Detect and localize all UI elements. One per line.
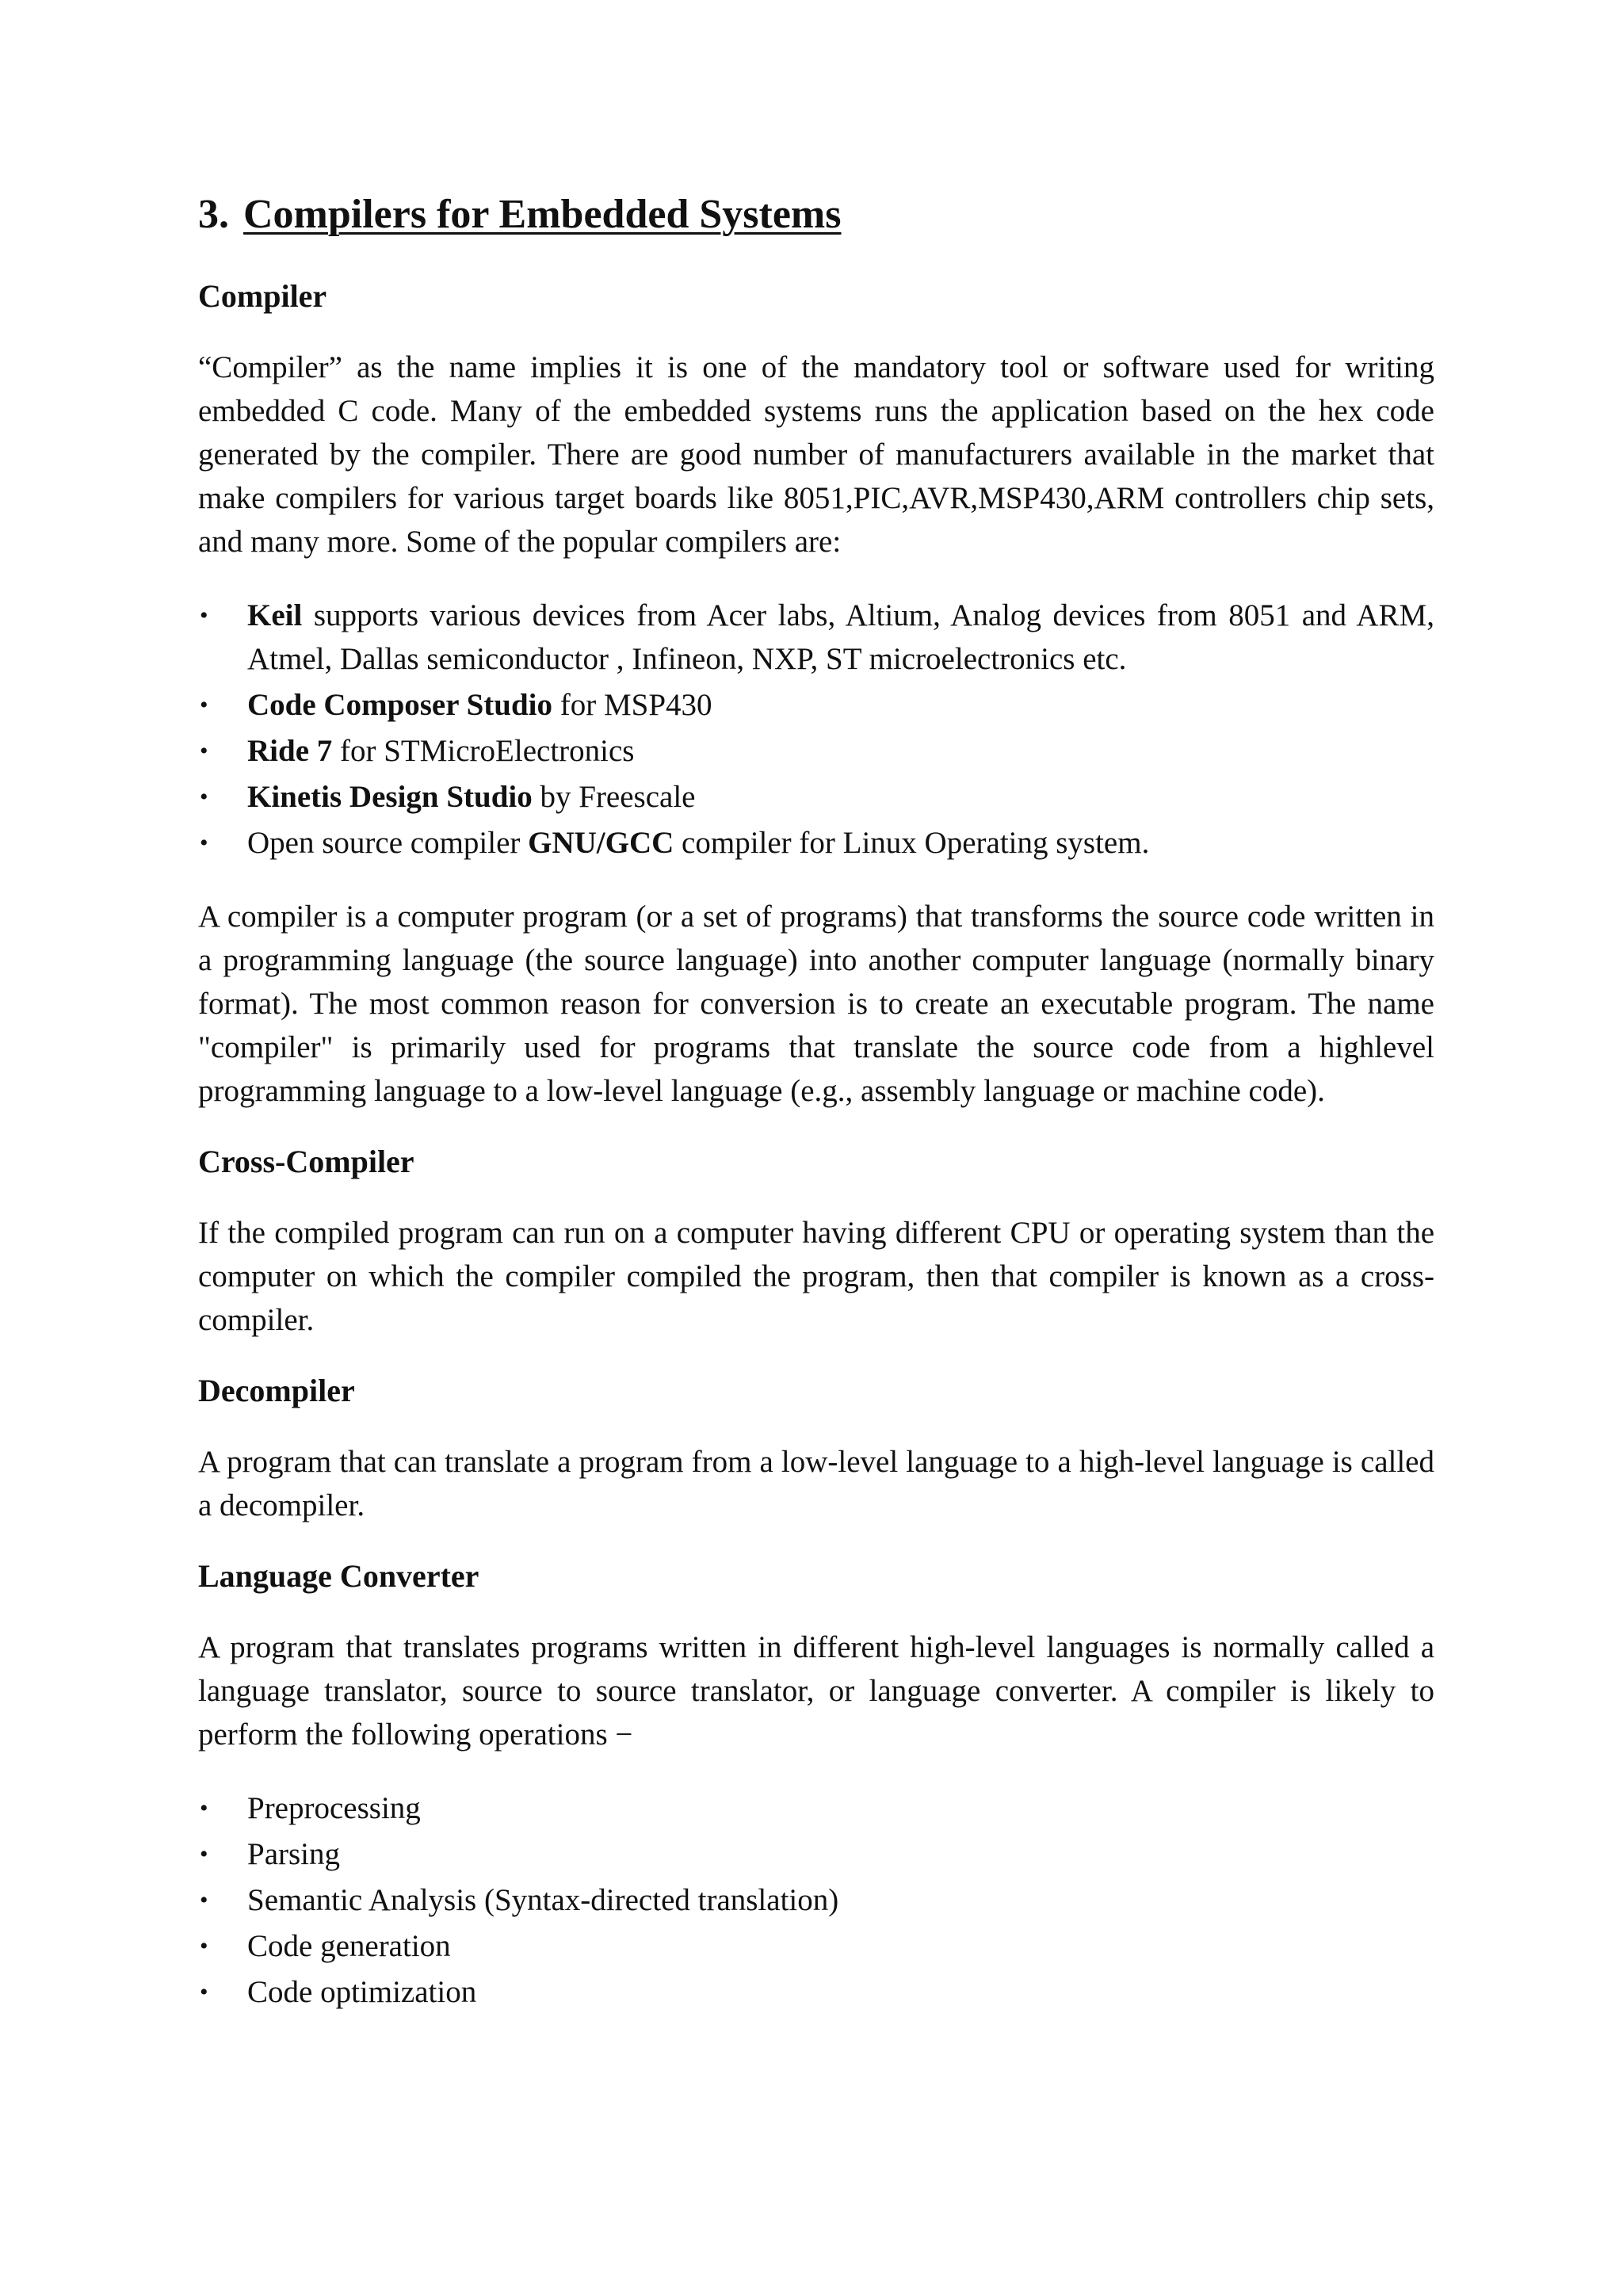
list-item-bold: Keil (247, 598, 303, 633)
list-item-bold: Ride 7 (247, 734, 333, 769)
bullet-icon: • (200, 692, 208, 719)
language-converter-paragraph: A program that translates programs written in different high-level languages is normally called a language translator, source to source translator, or language converter. A compiler is likely to perform the following operations − (198, 1630, 1434, 1752)
list-item-text: compiler for Linux Operating system. (674, 826, 1150, 861)
cross-compiler-heading: Cross-Compiler (198, 1144, 414, 1180)
list-item-text: supports various devices from Acer labs, Altium, Analog devices from 8051 and ARM, Atmel, Dallas semiconductor , Infineon, NXP, ST microelectronics etc. (247, 598, 1434, 677)
section-title: Compilers for Embedded Systems (243, 192, 842, 237)
list-item-text: for STMicroElectronics (332, 734, 635, 769)
list-item-text: for MSP430 (552, 688, 712, 723)
bullet-icon: • (200, 738, 208, 765)
bullet-icon: • (200, 830, 208, 857)
document-page (198, 190, 1434, 2044)
decompiler-heading: Decompiler (198, 1373, 355, 1409)
list-item (198, 1832, 1434, 1876)
bullet-icon: • (200, 602, 208, 629)
list-item-prefix: Open source compiler (247, 826, 529, 861)
list-item (198, 594, 1434, 681)
cross-compiler-paragraph: If the compiled program can run on a computer having different CPU or operating system than the computer on which the compiler compiled the program, then that compiler is known as a cross-compiler. (198, 1216, 1434, 1338)
list-item-text: Preprocessing (247, 1791, 421, 1826)
list-item-text: Semantic Analysis (Syntax-directed translation) (247, 1883, 839, 1918)
list-item (198, 775, 1434, 819)
list-item-text: Parsing (247, 1837, 340, 1872)
list-item (198, 683, 1434, 727)
list-item-bold: Kinetis Design Studio (247, 780, 533, 815)
list-item (198, 1924, 1434, 1968)
section-number: 3. (198, 192, 229, 237)
bullet-icon: • (200, 784, 208, 811)
list-item (198, 1786, 1434, 1830)
list-item-text: Code generation (247, 1929, 451, 1964)
list-item (198, 729, 1434, 773)
compiler-paragraph: “Compiler” as the name implies it is one of the mandatory tool or software used for writing embedded C code. Many of the embedded systems runs the application based on the hex code generated by the compiler. There are good number of manufacturers available in the market that make compilers for various target boards like 8051,PIC,AVR,MSP430,ARM controllers chip sets, and many more. Some of the popular compilers are: (198, 350, 1434, 560)
bullet-icon: • (200, 1979, 208, 2006)
list-item-text: Code optimization (247, 1975, 477, 2010)
list-item (198, 1878, 1434, 1922)
bullet-icon: • (200, 1933, 208, 1960)
list-item (198, 821, 1434, 865)
decompiler-paragraph: A program that can translate a program from a low-level language to a high-level language is called a decompiler. (198, 1445, 1434, 1523)
list-item-bold: GNU/GCC (528, 826, 674, 861)
list-item (198, 1970, 1434, 2014)
bullet-icon: • (200, 1795, 208, 1822)
compiler-heading: Compiler (198, 278, 327, 315)
list-item-text: by Freescale (532, 780, 696, 815)
list-item-bold: Code Composer Studio (247, 688, 552, 723)
bullet-icon: • (200, 1841, 208, 1868)
compiler-definition-paragraph: A compiler is a computer program (or a set of programs) that transforms the source code written in a programming language (the source language) into another computer language (normally binary format). The most common reason for conversion is to create an executable program. The name "compiler" is primarily used for programs that translate the source code from a highlevel programming language to a low-level language (e.g., assembly language or machine code). (198, 900, 1434, 1109)
popular-compilers-list (198, 594, 1434, 865)
compiler-operations-list (198, 1786, 1434, 2014)
language-converter-heading: Language Converter (198, 1558, 479, 1595)
bullet-icon: • (200, 1887, 208, 1914)
page-title (198, 190, 1434, 239)
